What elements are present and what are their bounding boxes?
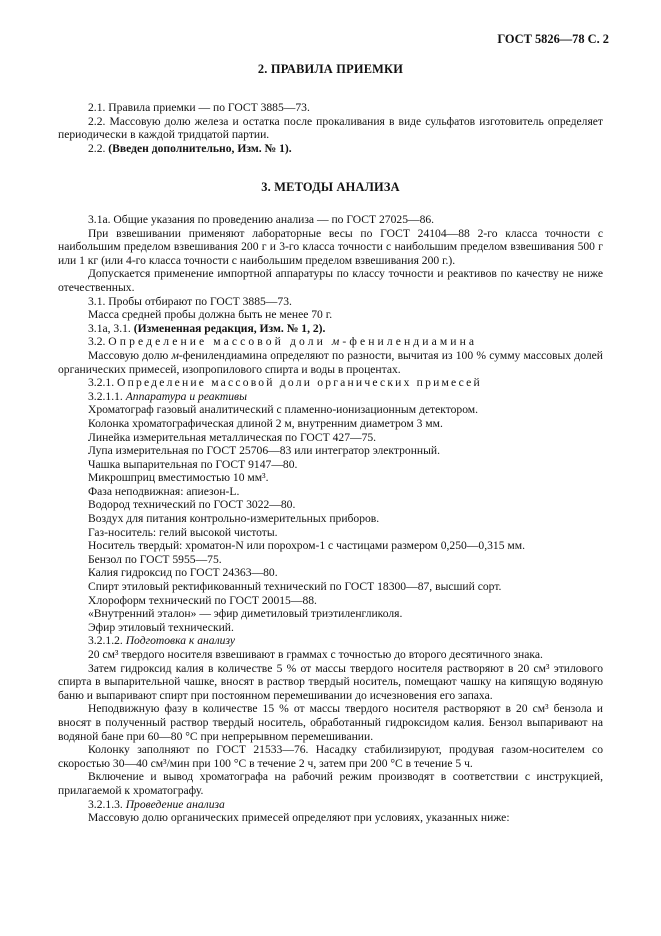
equipment-item: Линейка измерительная металлическая по ГОСТ 427—75.: [88, 430, 377, 444]
mass-fraction-paragraph: Массовую долю м-фенилендиамина определяют по разности, вычитая из 100 % сумму массовых долей органических примесей, изопропилового спирта и воды в процентах.: [58, 348, 603, 376]
equipment-item: Микрошприц вместимостью 10 мм³.: [88, 471, 269, 485]
equipment-item: Фаза неподвижная: апиезон-L.: [88, 484, 240, 498]
clause-2-2: 2.2. Массовую долю железа и остатка после прокаливания в виде сульфатов изготовитель определяет периодически в каждой тридцатой партии.: [58, 114, 603, 142]
clause-3-2-1-1-heading: 3.2.1.1. Аппаратура и реактивы: [88, 389, 247, 403]
equipment-item: Спирт этиловый ректификованный технический по ГОСТ 18300—87, высший сорт.: [88, 580, 502, 594]
sample-mass: Масса средней пробы должна быть не менее 70 г.: [88, 308, 333, 322]
equipment-item: Бензол по ГОСТ 5955—75.: [88, 552, 222, 566]
equipment-item: Калия гидроксид по ГОСТ 24363—80.: [88, 566, 278, 580]
equipment-item: Эфир этиловый технический.: [88, 620, 234, 634]
clause-3-1: 3.1. Пробы отбирают по ГОСТ 3885—73.: [88, 294, 292, 308]
clause-3-1a: 3.1а. Общие указания по проведению анализа — по ГОСТ 27025—86.: [88, 213, 435, 226]
equipment-item: Хроматограф газовый аналитический с пламенно-ионизационным детектором.: [88, 403, 479, 417]
weighing-paragraph: При взвешивании применяют лабораторные весы по ГОСТ 24104—88 2-го класса точности с наибольшим пределом взвешивания 200 г и 3-го класса точности с наибольшим пределом взвешивания 500 г или 1 кг (или 4-го класса точности с наибольшим пределом взвешивания 200 г.).: [58, 226, 603, 267]
clause-2-2-amendment: 2.2. (Введен дополнительно, Изм. № 1).: [88, 141, 292, 155]
equipment-item: Лупа измерительная по ГОСТ 25706—83 или интегратор электронный.: [88, 444, 441, 458]
section-3-title: 3. МЕТОДЫ АНАЛИЗА: [261, 180, 400, 194]
equipment-item: Носитель твердый: хроматон-N или порохром-1 с частицами размером 0,250—0,315 мм.: [88, 539, 525, 553]
prep-paragraph-4: Колонку заполняют по ГОСТ 21533—76. Насадку стабилизируют, продувая газом-носителем со скоростью 30—40 см³/мин при 100 °С в течение 2 ч, затем при 200 °С в течение 5 ч.: [58, 743, 603, 770]
section-3-body: [58, 213, 603, 825]
prep-paragraph-1: 20 см³ твердого носителя взвешивают в граммах с точностью до второго десятичного знака.: [88, 648, 543, 661]
clause-3-2-1-2-heading: 3.2.1.2. Подготовка к анализу: [88, 634, 236, 648]
section-2-body: [58, 101, 603, 155]
clause-3-2-1-3-heading: 3.2.1.3. Проведение анализа: [88, 797, 225, 811]
equipment-item: Колонка хроматографическая длиной 2 м, внутренним диаметром 3 мм.: [88, 416, 443, 430]
analysis-conditions-paragraph: Массовую долю органических примесей определяют при условиях, указанных ниже:: [88, 811, 510, 825]
equipment-list: [58, 403, 603, 634]
section-2-title: 2. ПРАВИЛА ПРИЕМКИ: [257, 62, 404, 76]
equipment-item: Хлороформ технический по ГОСТ 20015—88.: [88, 593, 317, 607]
equipment-item: Водород технический по ГОСТ 3022—80.: [88, 498, 296, 512]
prep-paragraph-3: Неподвижную фазу в количестве 15 % от массы твердого носителя растворяют в 20 см³ бензола и вносят в полученный раствор твердый носитель, обработанный гидроксидом калия. Бензол выпаривают на водяной бане при 60—80 °С при непрерывном перемешивании.: [58, 702, 603, 743]
clause-3-2-1-heading: 3.2.1. Определение массовой доли органических примесей: [88, 376, 482, 390]
prep-paragraph-2: Затем гидроксид калия в количестве 5 % от массы твердого носителя растворяют в 20 см³ этилового спирта в выпарительной чашке, вносят в раствор твердый носитель, помещают чашку на кипящую водяную баню и выпаривают спирт при постоянном перемешивании до исчезновения его запаха.: [58, 661, 603, 702]
prep-paragraph-5: Включение и вывод хроматографа на рабочий режим производят в соответствии с инструкцией, прилагаемой к хроматографу.: [58, 770, 603, 797]
clause-2-1: 2.1. Правила приемки — по ГОСТ 3885—73.: [88, 101, 310, 114]
equipment-item: Чашка выпарительная по ГОСТ 9147—80.: [88, 457, 298, 471]
equipment-item: Воздух для питания контрольно-измерительных приборов.: [88, 512, 380, 526]
clause-3-1-amendment: 3.1а, 3.1. (Измененная редакция, Изм. № 1, 2).: [88, 321, 326, 335]
equipment-item: Газ-носитель: гелий высокой чистоты.: [88, 525, 278, 539]
imported-paragraph: Допускается применение импортной аппаратуры по классу точности и реактивов по качеству не ниже отечественных.: [58, 267, 603, 294]
equipment-item: «Внутренний эталон» — эфир диметиловый триэтиленгликоля.: [88, 607, 403, 621]
clause-3-2-heading: 3.2. Определение массовой доли м-фенилендиамина: [88, 335, 478, 349]
running-header: ГОСТ 5826—78 С. 2: [497, 32, 609, 46]
